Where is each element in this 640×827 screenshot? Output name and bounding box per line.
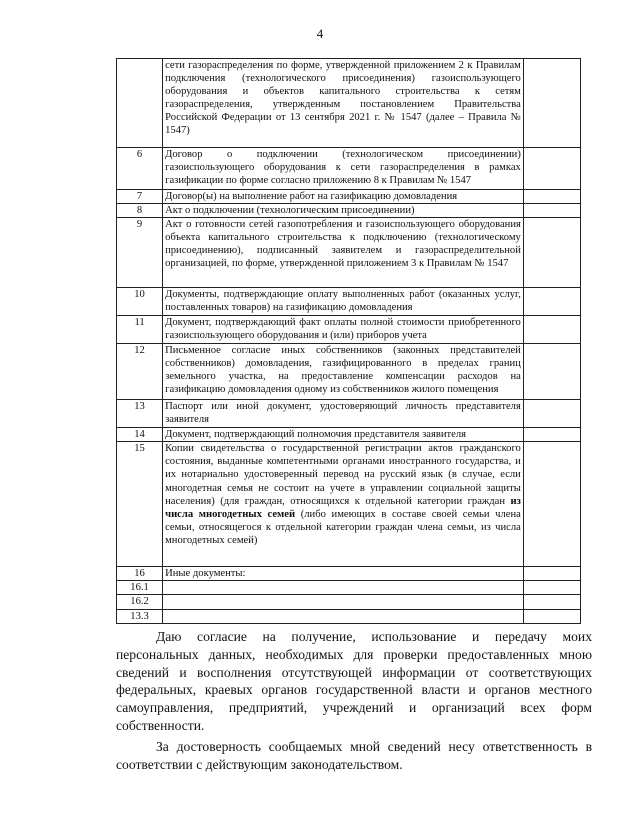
row-number: 16 [117, 567, 163, 581]
description-text: сети газораспределения по форме, утвержденной приложением 2 к Правилам подключения (технологического присоединения) газоиспользующего оборудования и объектов капитального строительства к сетям газораспределения, утвержденным постановлением Правительства Российской Федерации от 13 сентября 2021 г. № 1547 (далее – Правила № 1547) [165, 60, 521, 137]
description-text: (либо имеющих в составе своей семьи члена семьи, относящегося к отдельной категории граждан члена семьи, из числа многодетных семей) [165, 508, 521, 546]
row-number: 6 [117, 148, 163, 190]
mark-cell[interactable] [523, 442, 580, 567]
table-row [117, 428, 581, 442]
row-number: 16.2 [117, 595, 163, 609]
document-description [163, 428, 524, 442]
mark-cell[interactable] [523, 59, 580, 148]
description-text: Документы, подтверждающие оплату выполненных работ (оказанных услуг, поставленных товаров) на газификацию домовладения [165, 289, 521, 314]
documents-table [116, 58, 581, 624]
table-row [117, 609, 581, 623]
table-row [117, 204, 581, 218]
mark-cell[interactable] [523, 428, 580, 442]
mark-cell[interactable] [523, 595, 580, 609]
description-text: Акт о готовности сетей газопотребления и газоиспользующего оборудования объекта капитального строительства к подключению (технологическому присоединению), подписанный заявителем и газораспределительной организацией, по форме, утвержденной приложением 3 к Правилам № 1547 [165, 219, 521, 270]
document-description [163, 316, 524, 344]
row-number: 15 [117, 442, 163, 567]
mark-cell[interactable] [523, 190, 580, 204]
row-number: 9 [117, 218, 163, 288]
description-text: Иные документы: [165, 568, 246, 580]
consent-paragraph: Даю согласие на получение, использование и передачу моих персональных данных, необходимых для проверки предоставленных мною сведений и восполнения отсутствующей информации от соответствующих федеральных, краевых органов государственной власти и органов местного самоуправления, предприятий, учреждений и организаций всех форм собственности. [116, 629, 592, 733]
description-text: Письменное согласие иных собственников (законных представителей собственников) домовладения, газифицированного в пределах границ земельного участка, на предоставление компенсации расходов на газификацию домовладения одному из собственников жилого помещения [165, 345, 521, 396]
table-row [117, 595, 581, 609]
row-number: 14 [117, 428, 163, 442]
table-row [117, 190, 581, 204]
row-number: 13 [117, 400, 163, 428]
mark-cell[interactable] [523, 581, 580, 595]
row-number: 7 [117, 190, 163, 204]
row-number: 13.3 [117, 609, 163, 623]
document-description [163, 609, 524, 623]
table-row [117, 400, 581, 428]
table-row [117, 581, 581, 595]
row-number: 12 [117, 344, 163, 400]
description-bold-text: из числа многодетных семей [165, 495, 521, 520]
mark-cell[interactable] [523, 288, 580, 316]
document-description [163, 442, 524, 567]
document-description [163, 148, 524, 190]
description-text: Документ, подтверждающий факт оплаты полной стоимости приобретенного газоиспользующего оборудования и (или) приборов учета [165, 317, 521, 342]
responsibility-paragraph: За достоверность сообщаемых мной сведений несу ответственность в соответствии с действующим законодательством. [116, 738, 592, 772]
document-description [163, 190, 524, 204]
table-row [117, 148, 581, 190]
document-description [163, 59, 524, 148]
mark-cell[interactable] [523, 204, 580, 218]
description-text: Копии свидетельства о государственной регистрации актов гражданского состояния, выданные компетентными органами иностранного государства, и их нотариально удостоверенный перевод на русский язык (в случае, если многодетная семья не состоит на учете в управлении социальной защиты населения) (для граждан, относящихся к отдельной категории граждан [165, 443, 521, 507]
mark-cell[interactable] [523, 567, 580, 581]
table-row [117, 288, 581, 316]
mark-cell[interactable] [523, 316, 580, 344]
row-number: 11 [117, 316, 163, 344]
mark-cell[interactable] [523, 400, 580, 428]
mark-cell[interactable] [523, 218, 580, 288]
row-number: 16.1 [117, 581, 163, 595]
document-description [163, 204, 524, 218]
table-row [117, 316, 581, 344]
table-row [117, 344, 581, 400]
document-description [163, 581, 524, 595]
page-number: 4 [316, 26, 324, 41]
documents-table-body [117, 59, 581, 624]
description-text: Акт о подключении (технологическим присоединении) [165, 205, 415, 217]
table-row [117, 567, 581, 581]
description-text: Договор о подключении (технологическом присоединении) газоиспользующего оборудования к сети газораспределения в рамках газификации по форме согласно приложению 8 к Правилам № 1547 [165, 149, 521, 187]
table-row [117, 59, 581, 148]
row-number: 8 [117, 204, 163, 218]
document-description [163, 595, 524, 609]
document-description [163, 288, 524, 316]
row-number: 10 [117, 288, 163, 316]
description-text: Договор(ы) на выполнение работ на газификацию домовладения [165, 191, 458, 202]
document-description [163, 567, 524, 581]
mark-cell[interactable] [523, 609, 580, 623]
document-description [163, 400, 524, 428]
table-row [117, 442, 581, 567]
document-description [163, 218, 524, 288]
mark-cell[interactable] [523, 344, 580, 400]
mark-cell[interactable] [523, 148, 580, 190]
consent-section [116, 628, 592, 773]
document-description [163, 344, 524, 400]
table-row [117, 218, 581, 288]
description-text: Документ, подтверждающий полномочия представителя заявителя [165, 429, 467, 441]
row-number [117, 59, 163, 148]
description-text: Паспорт или иной документ, удостоверяющий личность представителя заявителя [165, 401, 521, 426]
